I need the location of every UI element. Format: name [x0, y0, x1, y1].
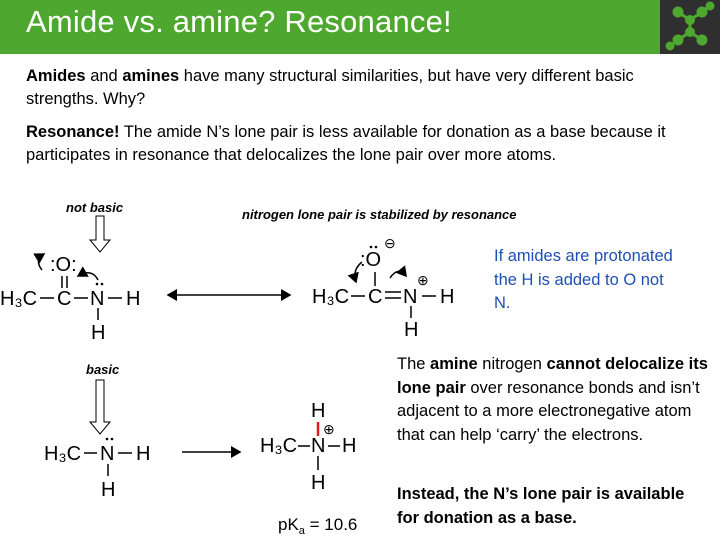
intro-paragraph: [26, 65, 696, 111]
amines-term: amines: [122, 67, 180, 85]
instead-note: Instead, the N’s lone pair is available for donation as a base.: [397, 485, 685, 527]
resonance-nitrogen: N: [403, 286, 418, 308]
ammonium-h-right: H: [342, 435, 357, 457]
down-arrow-basic: [90, 380, 110, 434]
ammonium-nitrogen: N: [311, 435, 326, 457]
amine-note-text: over resonance bonds and isn’t adjacent to a more electronegative atom that can help ‘carry’ the electrons.: [397, 378, 700, 444]
amide-carbon: C: [57, 288, 72, 310]
resonance-text: The amide N’s lone pair is less available for donation as a base because it participates in resonance that delocalizes the lone pair over more atoms.: [26, 123, 666, 164]
pka-subscript: a: [298, 525, 305, 537]
resonance-term: Resonance!: [26, 123, 120, 141]
pka-value: = 10.6: [304, 515, 358, 534]
negative-charge: ⊖: [384, 235, 396, 251]
amine-methyl: H₃C: [44, 443, 82, 465]
amides-term: Amides: [26, 67, 86, 85]
title-bar: [0, 0, 720, 54]
ammonium-methyl: H₃C: [260, 435, 298, 457]
amine-note-text: nitrogen: [477, 355, 547, 373]
ammonium-h-top: H: [311, 400, 326, 422]
amine-h-bottom: H: [101, 479, 116, 501]
basic-label: basic: [86, 362, 120, 377]
amine-structure: [44, 438, 150, 501]
intro-text: and: [85, 67, 123, 85]
not-basic-label: not basic: [66, 200, 124, 215]
amide-protonation-note: If amides are protonated the H is added to O not N.: [494, 247, 673, 312]
amine-h-right: H: [136, 443, 151, 465]
amide-h-bottom: H: [91, 322, 106, 344]
amide-nitrogen: N: [90, 288, 105, 310]
ammonium-charge: ⊕: [323, 421, 335, 437]
ammonium-structure: [260, 400, 356, 494]
amine-note: [397, 353, 709, 447]
amide-methyl: H₃C: [0, 288, 38, 310]
positive-charge: ⊕: [417, 272, 429, 288]
resonance-oxygen: :O: [360, 249, 382, 271]
slide-title: Amide vs. amine? Resonance!: [26, 4, 452, 39]
pka-text: pK: [278, 515, 299, 534]
resonance-h-right: H: [440, 286, 455, 308]
amide-oxygen: :O:: [50, 254, 77, 276]
resonance-methyl: H₃C: [312, 286, 350, 308]
intro-text: have many structural similarities, but have very different basic strengths. Why?: [26, 67, 634, 108]
ammonium-h-bottom: H: [311, 472, 326, 494]
amide-h-right: H: [126, 288, 141, 310]
amine-term: amine: [430, 355, 478, 373]
stabilized-label: nitrogen lone pair is stabilized by resonance: [242, 207, 517, 222]
resonance-carbon: C: [368, 286, 383, 308]
amide-resonance-structure: [312, 235, 454, 341]
molecule-icon: [660, 0, 720, 54]
resonance-h-bottom: H: [404, 319, 419, 341]
amine-nitrogen: N: [100, 443, 115, 465]
resonance-paragraph: [26, 121, 696, 167]
amide-structure: [0, 254, 140, 344]
pka-label: [278, 515, 357, 537]
amine-note-text: The: [397, 355, 431, 373]
cannot-delocalize-term: cannot delocalize its lone pair: [397, 355, 708, 397]
down-arrow-not-basic: [90, 216, 110, 252]
